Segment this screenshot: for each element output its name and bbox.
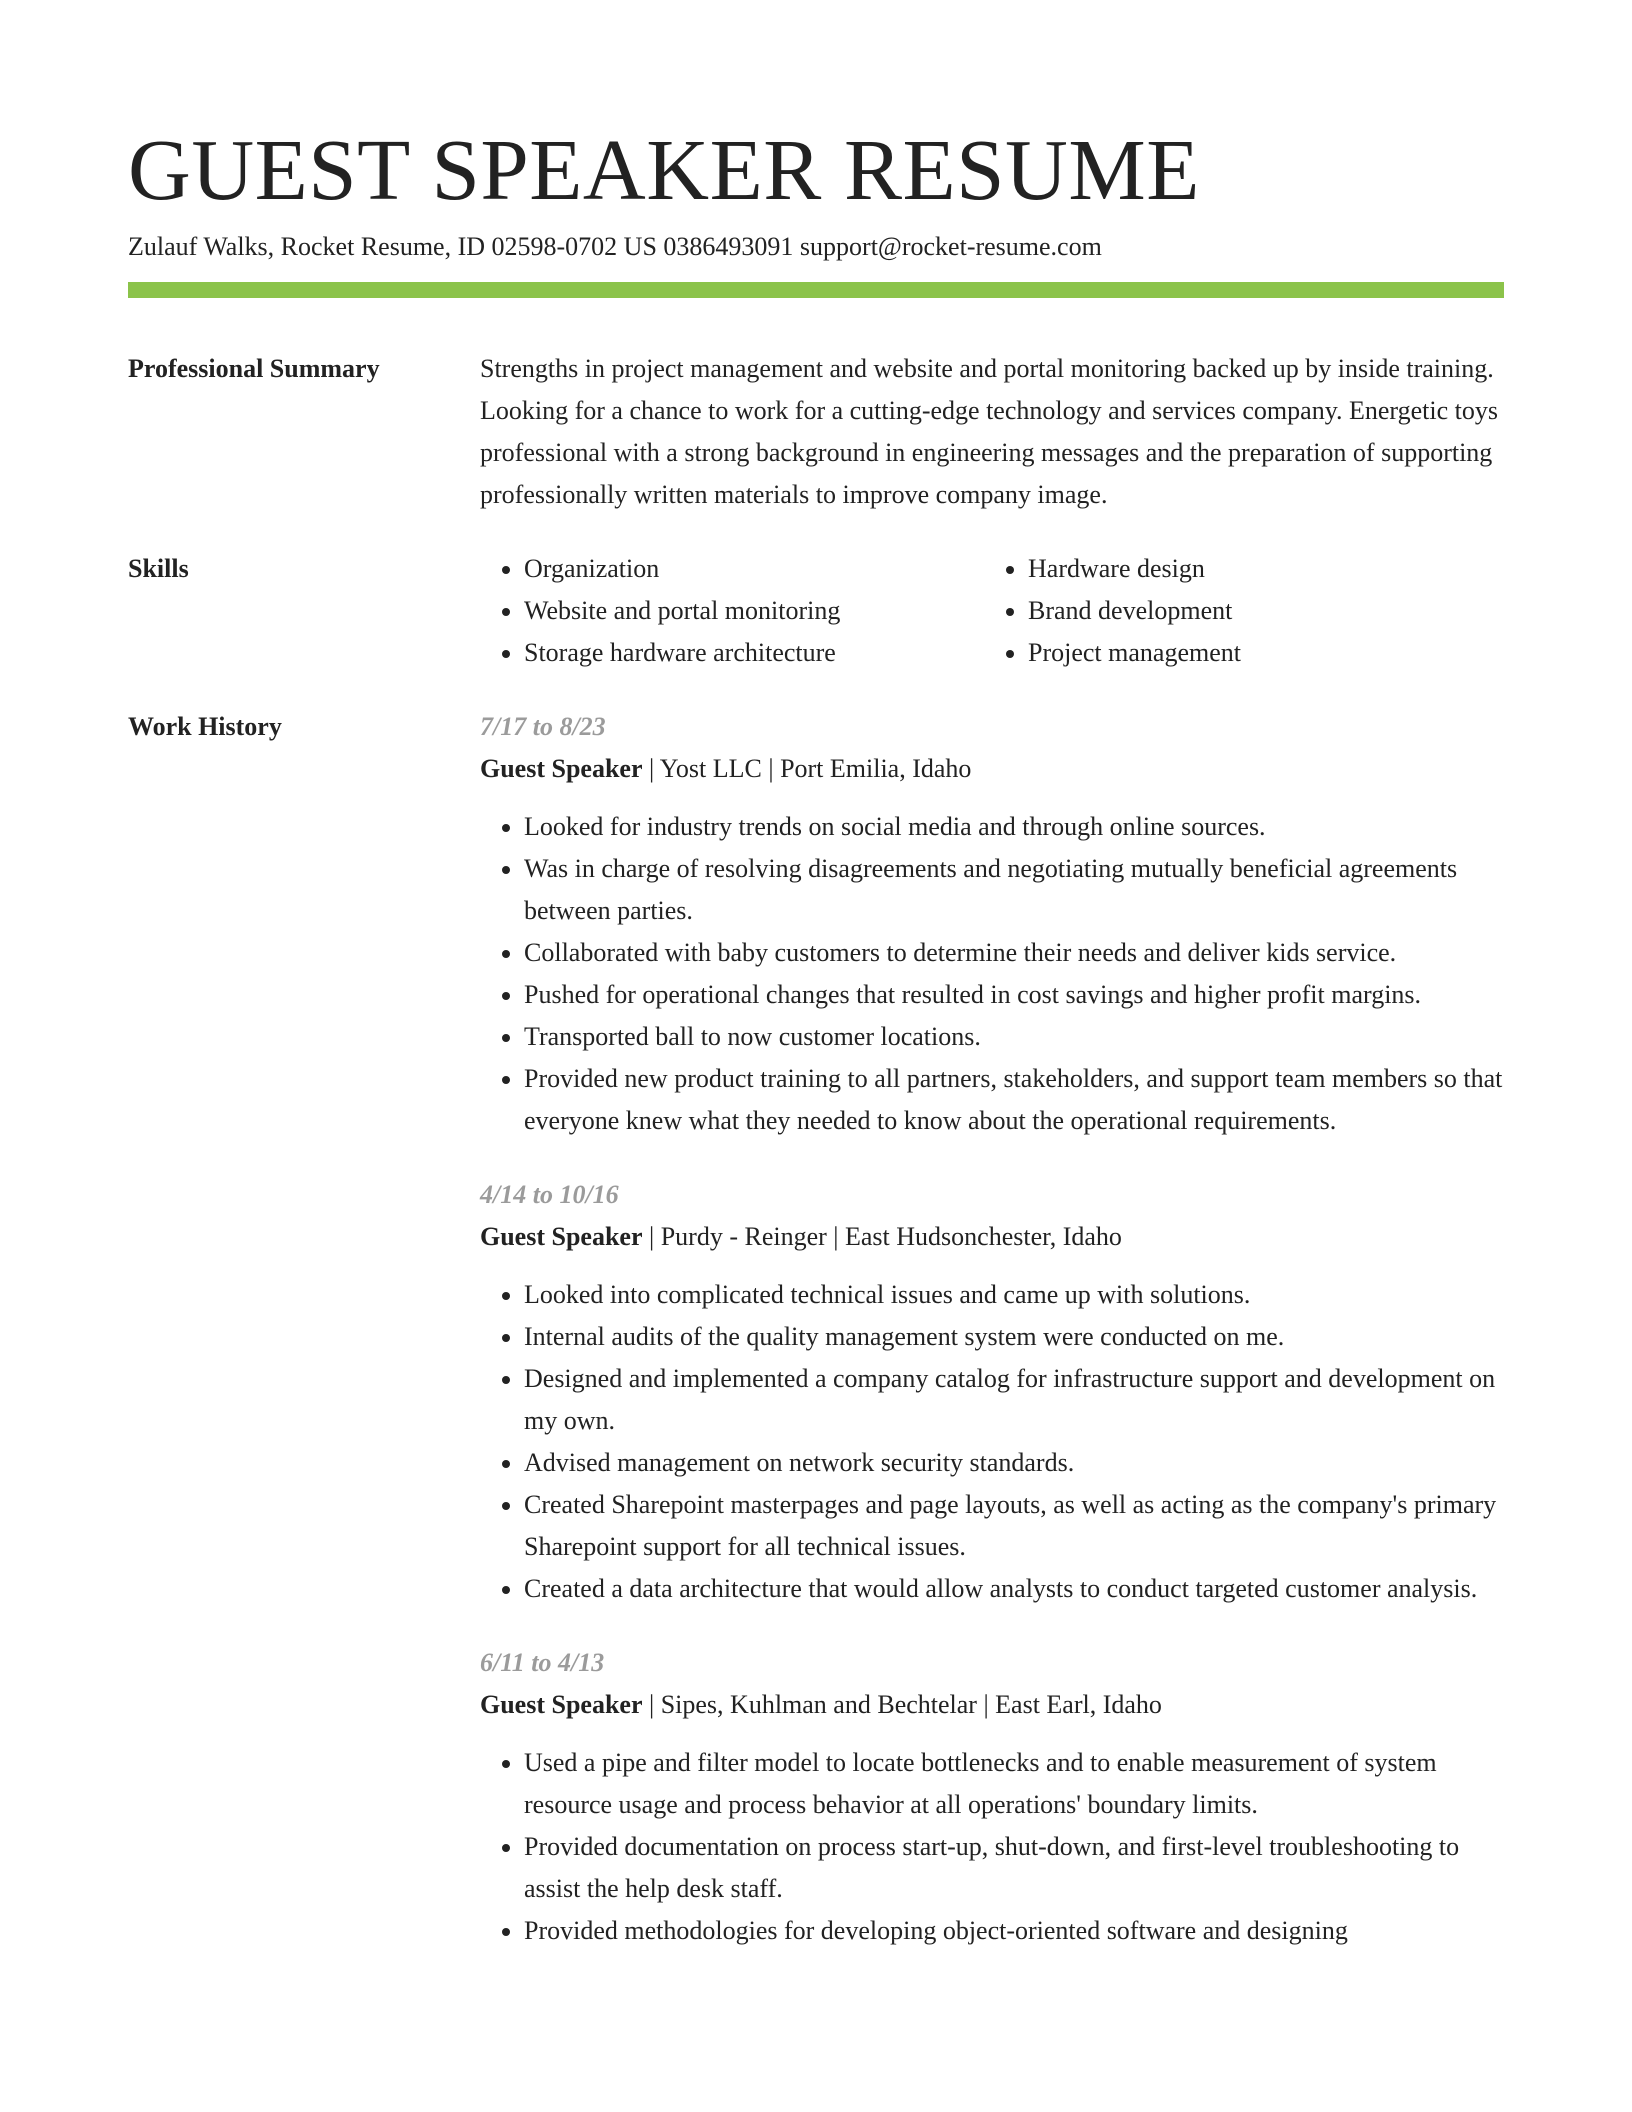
- skills-heading: Skills: [128, 554, 189, 583]
- summary-section: [128, 348, 1504, 516]
- job-details: | Yost LLC | Port Emilia, Idaho: [642, 754, 972, 783]
- skills-list: [480, 548, 1504, 674]
- job-dates: 7/17 to 8/23: [480, 712, 606, 741]
- skill-item: • Hardware design: [1028, 548, 1504, 590]
- job-bullet: • Collaborated with baby customers to determine their needs and deliver kids service.: [524, 932, 1504, 974]
- skill-item: • Project management: [1028, 632, 1504, 674]
- job-heading: [480, 1684, 1504, 1726]
- resume-page: [128, 118, 1504, 1984]
- job-details: | Purdy - Reinger | East Hudsonchester, Idaho: [642, 1222, 1122, 1251]
- accent-divider: [128, 282, 1504, 298]
- job-bullet: • Looked into complicated technical issues and came up with solutions.: [524, 1274, 1504, 1316]
- job-bullet: • Pushed for operational changes that resulted in cost savings and higher profit margins.: [524, 974, 1504, 1016]
- job-bullet: • Created Sharepoint masterpages and page layouts, as well as acting as the company's primary Sharepoint support for all technical issues.: [524, 1484, 1504, 1568]
- job-bullet: • Used a pipe and filter model to locate bottlenecks and to enable measurement of system resource usage and process behavior at all operations' boundary limits.: [524, 1742, 1504, 1826]
- job-bullet: • Transported ball to now customer locations.: [524, 1016, 1504, 1058]
- job-bullets: [480, 1274, 1504, 1610]
- work-history-heading: Work History: [128, 712, 282, 741]
- job-entry: [480, 1174, 1504, 1610]
- job-heading: [480, 748, 1504, 790]
- job-entry: [480, 706, 1504, 1142]
- job-bullet: • Looked for industry trends on social media and through online sources.: [524, 806, 1504, 848]
- work-history-list: [480, 706, 1504, 1984]
- job-bullet: • Created a data architecture that would allow analysts to conduct targeted customer analysis.: [524, 1568, 1504, 1610]
- job-title: Guest Speaker: [480, 1222, 643, 1251]
- job-bullet: • Provided documentation on process start-up, shut-down, and first-level troubleshooting to assist the help desk staff.: [524, 1826, 1504, 1910]
- job-bullet: • Internal audits of the quality management system were conducted on me.: [524, 1316, 1504, 1358]
- contact-line: Zulauf Walks, Rocket Resume, ID 02598-0702 US 0386493091 support@rocket-resume.com: [128, 232, 1102, 261]
- skill-item: • Website and portal monitoring: [524, 590, 984, 632]
- work-history-section: [128, 706, 1504, 1984]
- job-title: Guest Speaker: [480, 1690, 643, 1719]
- job-entry: [480, 1642, 1504, 1952]
- skill-item: • Storage hardware architecture: [524, 632, 984, 674]
- job-bullet: • Provided methodologies for developing object-oriented software and designing: [524, 1910, 1504, 1952]
- job-details: | Sipes, Kuhlman and Bechtelar | East Earl, Idaho: [642, 1690, 1162, 1719]
- job-bullets: [480, 806, 1504, 1142]
- summary-text: Strengths in project management and website and portal monitoring backed up by inside training. Looking for a chance to work for a cutting-edge technology and services company. Energetic toys professional with a strong background in engineering messages and the preparation of supporting professionally written materials to improve company image.: [480, 354, 1498, 509]
- skill-item: • Brand development: [1028, 590, 1504, 632]
- job-heading: [480, 1216, 1504, 1258]
- job-bullet: • Advised management on network security standards.: [524, 1442, 1504, 1484]
- job-title: Guest Speaker: [480, 754, 643, 783]
- skills-column-left: [480, 548, 984, 674]
- job-bullet: • Provided new product training to all partners, stakeholders, and support team members so that everyone knew what they needed to know about the operational requirements.: [524, 1058, 1504, 1142]
- skills-column-right: [984, 548, 1504, 674]
- job-bullets: [480, 1742, 1504, 1952]
- job-bullet: • Was in charge of resolving disagreements and negotiating mutually beneficial agreements between parties.: [524, 848, 1504, 932]
- skill-item: • Organization: [524, 548, 984, 590]
- job-bullet: • Designed and implemented a company catalog for infrastructure support and development on my own.: [524, 1358, 1504, 1442]
- skills-section: [128, 548, 1504, 674]
- job-dates: 6/11 to 4/13: [480, 1648, 605, 1677]
- summary-heading: Professional Summary: [128, 354, 380, 383]
- resume-title: GUEST SPEAKER RESUME: [128, 121, 1200, 218]
- job-dates: 4/14 to 10/16: [480, 1180, 619, 1209]
